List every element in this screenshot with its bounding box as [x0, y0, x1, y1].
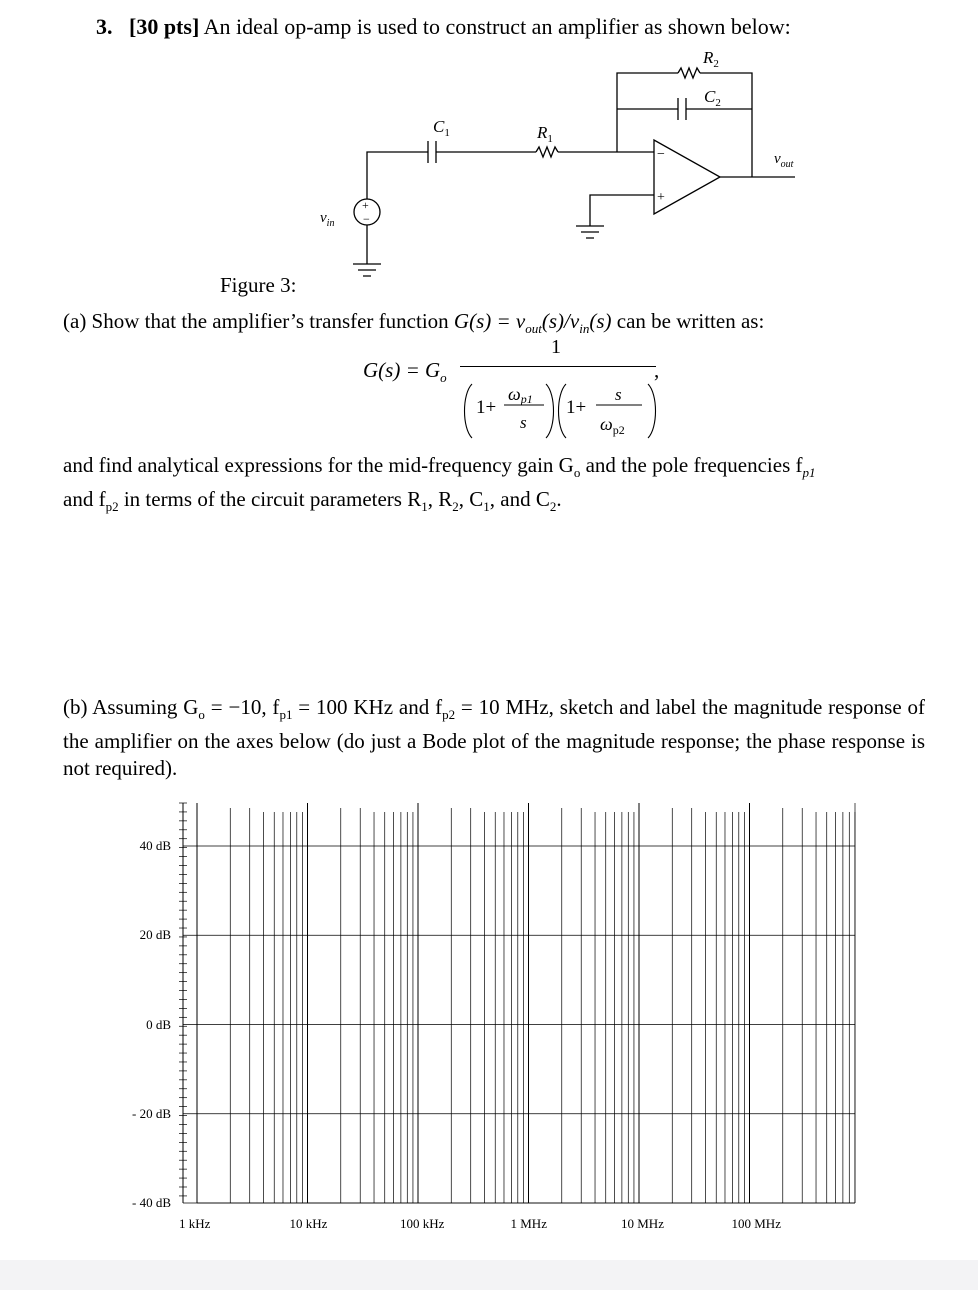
opamp-minus-sign: −: [657, 147, 665, 162]
y-axis-label: - 20 dB: [132, 1105, 171, 1121]
tf-mid: (s)/v: [541, 309, 580, 333]
vout-label: $v_{out}$: [774, 151, 794, 170]
eq-lhs: $G(s) = G_o$: [363, 358, 447, 386]
x-axis-label: 1 kHz: [179, 1216, 211, 1231]
x-axis-label: 1 MHz: [510, 1216, 547, 1231]
y-axis-label: 40 dB: [139, 838, 171, 853]
y-axis-label: 20 dB: [139, 927, 171, 943]
part-a-suffix: can be written as:: [611, 309, 765, 333]
question-intro: An ideal op-amp is used to construct an amplifier as shown below:: [203, 14, 791, 39]
r2-label: $R_2$: [703, 48, 719, 70]
x-axis-label: 10 MHz: [621, 1216, 664, 1231]
part-b-statement: (b) Assuming $G_o = -10$, $f_{p1} = 100$ KHz and $f_{p2} = 10$ MHz, sketch and label the magnitude response of the amplifier on the axes below (do just a Bode plot of the magnitude response; the phase response is not required).: [63, 695, 925, 781]
source-minus-sign: −: [363, 212, 370, 226]
part-a-prefix: (a) Show that the amplifier’s transfer function: [63, 309, 454, 333]
vin-label: $v_{in}$: [320, 210, 335, 229]
r1-label: $R_1$: [537, 123, 553, 145]
factor1-one: 1+: [476, 397, 497, 418]
tf-end: (s): [589, 309, 612, 333]
part-a-find-text: and find analytical expressions for the mid-frequency gain $G_o$ and the pole frequencies $f_{p1}$ and $f_{p2}$ in terms of the circuit parameters $R_1$, $R_2$, $C_1$, and $C_2$.: [63, 453, 816, 515]
y-axis-label: 0 dB: [146, 1016, 171, 1032]
tf-out-sub: out: [525, 321, 542, 337]
tf-g: G(s) = v: [453, 309, 526, 333]
factor1-num: ωp1: [508, 384, 533, 406]
y-axis-label: - 40 dB: [132, 1195, 171, 1210]
eq-comma: ,: [654, 358, 660, 382]
factor2-den: $\omega_{p2}$: [600, 414, 625, 437]
bottom-bar: [0, 1260, 978, 1290]
x-axis-label: 100 MHz: [731, 1216, 781, 1231]
question-number: 3.: [96, 14, 113, 39]
question-points: [30 pts]: [129, 14, 200, 39]
opamp-plus-sign: +: [657, 190, 665, 205]
x-axis-label: 10 kHz: [289, 1216, 328, 1231]
tf-in-sub: in: [579, 321, 590, 337]
c1-label: $C_1$: [433, 117, 450, 139]
factor2-num: s: [615, 385, 622, 404]
eq-numerator: 1: [551, 336, 561, 358]
factor1-den: s: [520, 413, 527, 432]
factor2-one: 1+: [566, 397, 587, 418]
c2-label: $C_2$: [704, 87, 721, 109]
source-plus-sign: +: [362, 198, 369, 212]
figure-caption: Figure 3:: [220, 273, 297, 297]
x-axis-label: 100 kHz: [400, 1216, 445, 1231]
